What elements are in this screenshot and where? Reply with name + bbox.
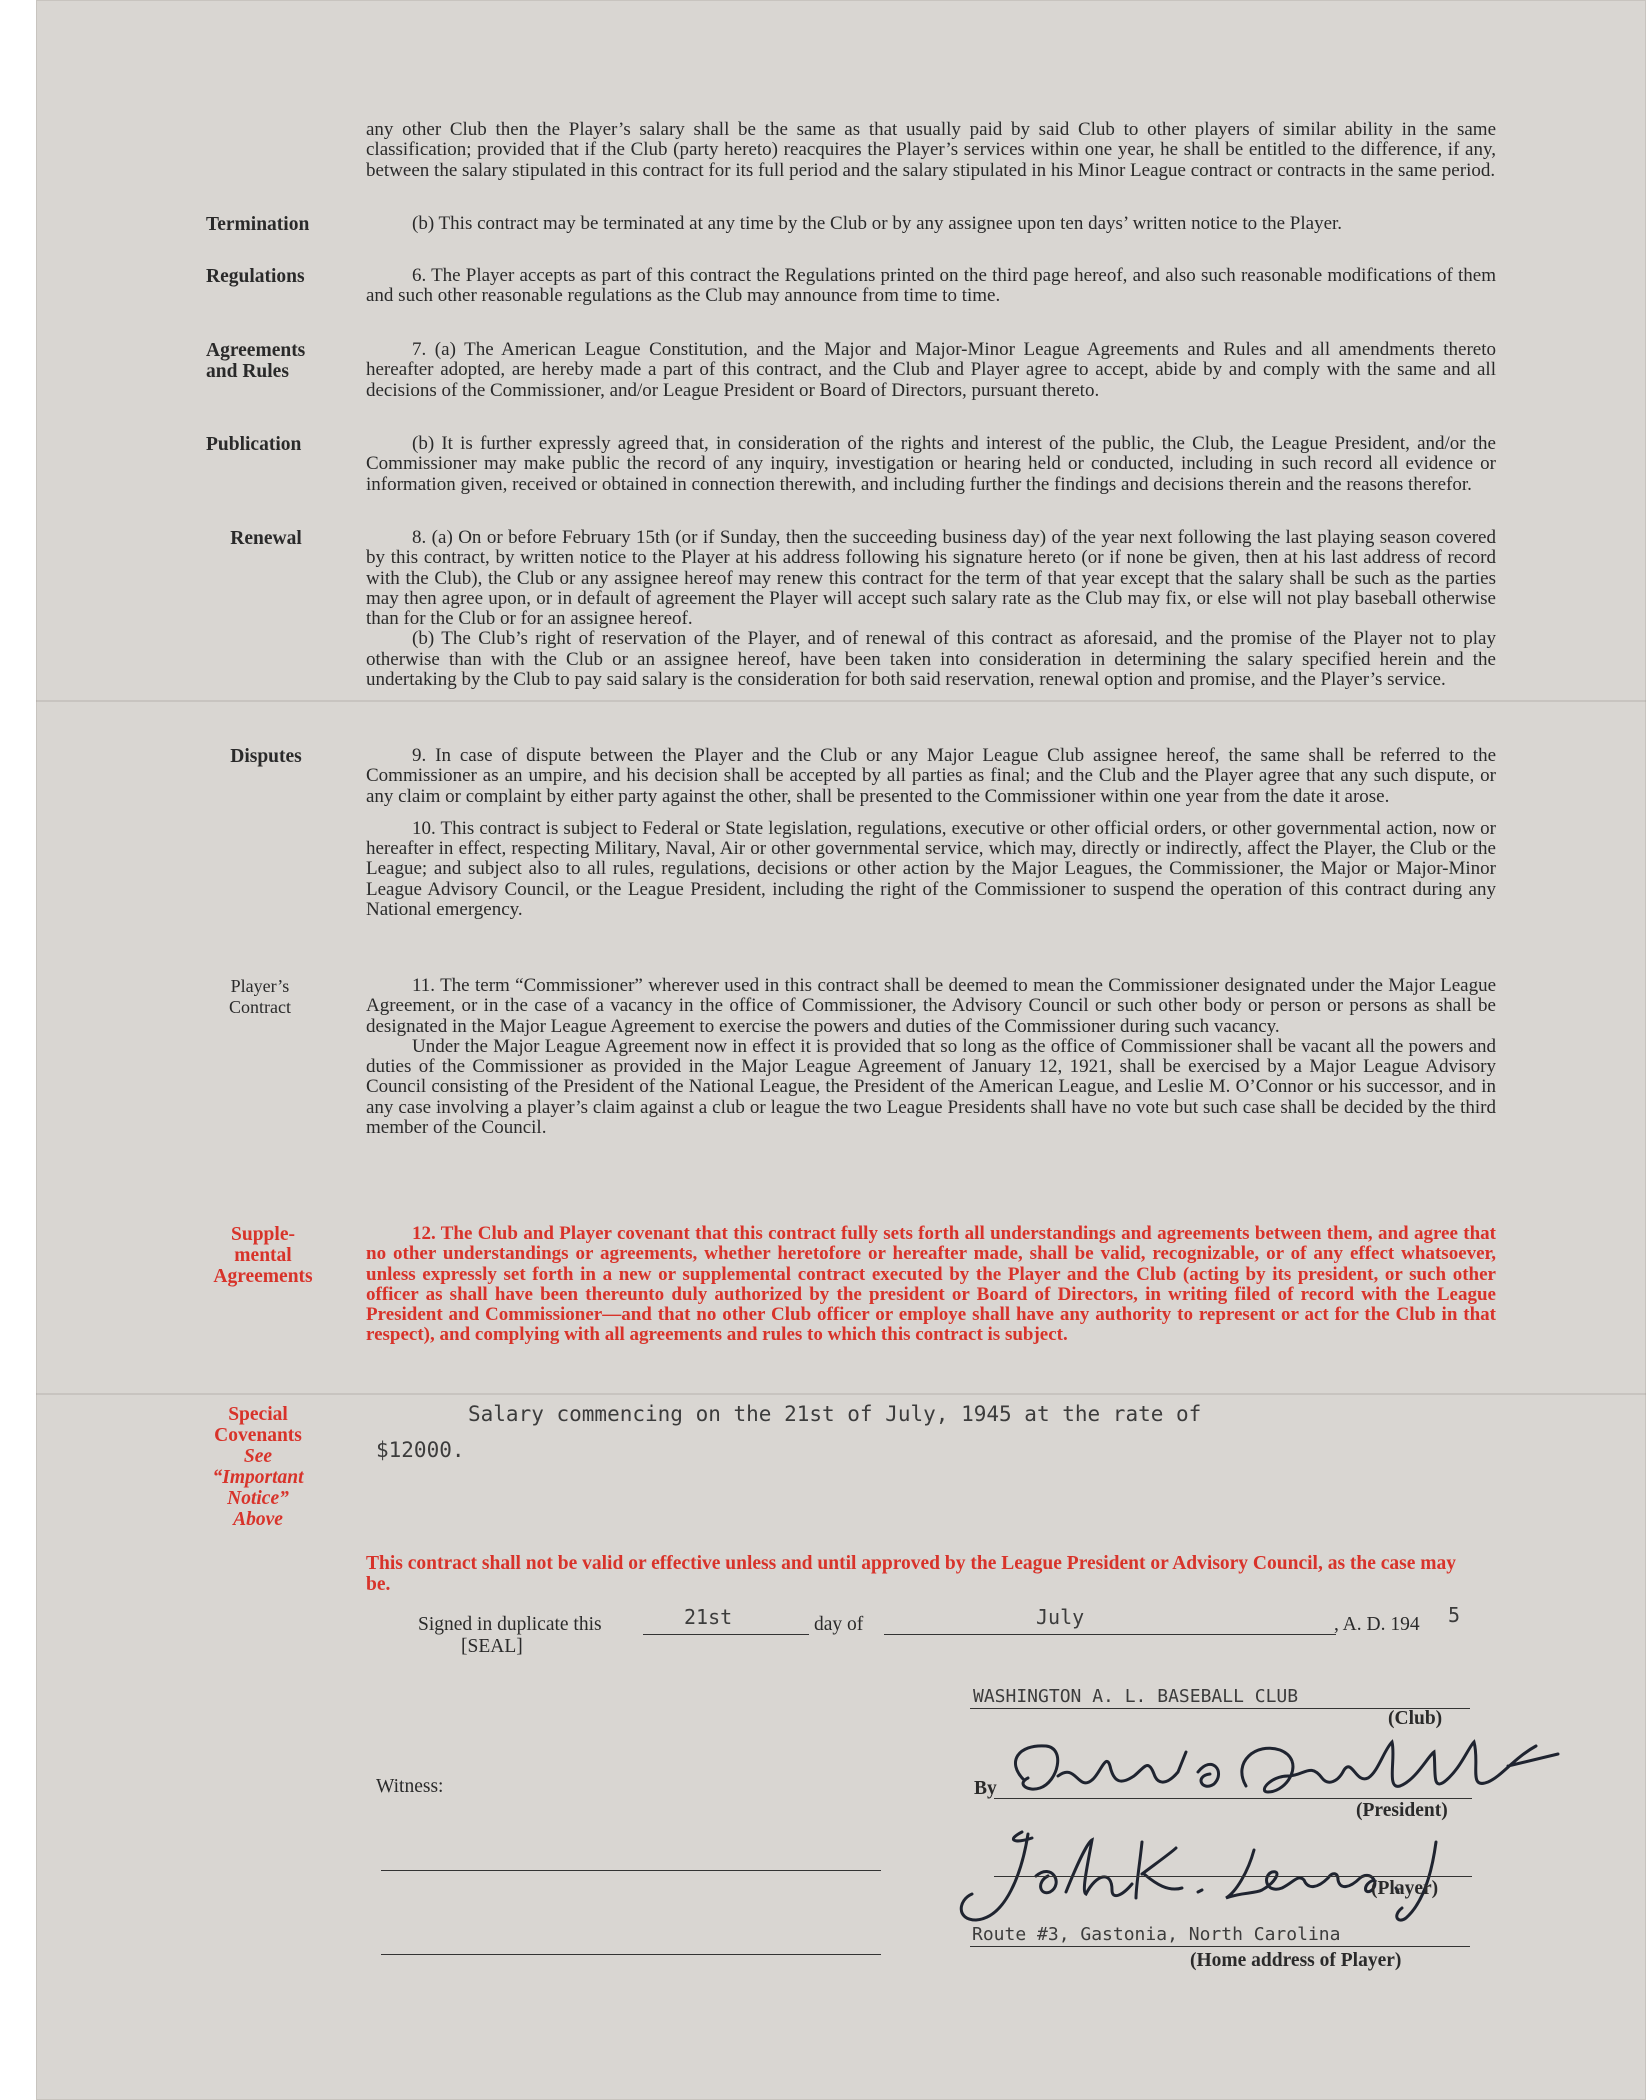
club-name: WASHINGTON A. L. BASEBALL CLUB (973, 1686, 1299, 1707)
home-address-caption: (Home address of Player) (1190, 1950, 1402, 1971)
label-players-contract-line2: Contract (229, 997, 291, 1017)
players-contract-text-major: Under the Major League Agreement now in effect it is provided that so long as the office of Commissioner shall be vacant all the powers and duties of the Commissioner as provided in the Major League Agreement of January 12, 1921, shall be exercised by a Major League Advisory Council consisting of the President of the National League, the President of the American League, and Leslie M. O’Connor or his successor, and in any case involving a player’s claim against a club or league the two League Presidents shall have no vote but such case shall be decided by the third member of the Council. (366, 1035, 1496, 1139)
president-caption: (President) (1356, 1800, 1448, 1821)
player-signature (936, 1822, 1496, 1932)
contract-page (36, 0, 1646, 2100)
renewal-text-b: (b) The Club’s right of reservation of the Player, and of renewal of this contract as aforesaid, and the promise of the Player not to play otherwise than with the Club or an assignee hereof, have been taken into consideration in determining the salary specified herein and the undertaking by the Club to pay said salary is the consideration for both said reservation, renewal option and promise, and the Player’s service. (366, 628, 1496, 691)
label-regulations: Regulations (206, 266, 305, 287)
label-supplemental-line3: Agreements (213, 1266, 313, 1287)
contract-text (36, 0, 1646, 2100)
label-agreements (206, 340, 356, 382)
label-publication: Publication (206, 434, 302, 455)
signing-year-digit[interactable]: 5 (1448, 1603, 1461, 1627)
seal-label: [SEAL] (461, 1636, 523, 1657)
label-supplemental (198, 1224, 328, 1287)
label-agreements-line1: Agreements (206, 340, 306, 361)
witness-label: Witness: (376, 1776, 444, 1797)
signing-prefix: Signed in duplicate this (418, 1614, 602, 1635)
label-special-covenants (200, 1404, 316, 1530)
label-players-contract (210, 976, 310, 1018)
club-caption: (Club) (1388, 1708, 1443, 1729)
signing-day-of: day of (814, 1614, 864, 1635)
special-typed-line2: $12000. (376, 1438, 465, 1462)
label-special-line4: “Important (212, 1467, 304, 1488)
special-typed-line1: Salary commencing on the 21st of July, 1945 at the rate of (468, 1402, 1202, 1426)
player-caption: (Player) (1371, 1878, 1439, 1899)
label-disputes: Disputes (230, 746, 302, 767)
signing-month-value[interactable]: July (1036, 1605, 1085, 1629)
label-agreements-line2: and Rules (206, 361, 289, 382)
day-underline (643, 1634, 809, 1635)
label-special-line1: Special (228, 1404, 288, 1425)
termination-text: (b) This contract may be terminated at any time by the Club or by any assignee upon ten days’ written notice to the Player. (412, 213, 1343, 234)
month-underline (884, 1634, 1336, 1635)
regulations-text: 6. The Player accepts as part of this contract the Regulations printed on the third page hereof, and also such reasonable modifications of them and such other reasonable regulations as the Club may announce from time to time. (366, 265, 1496, 307)
label-renewal: Renewal (230, 528, 302, 549)
label-players-contract-line1: Player’s (230, 976, 290, 996)
label-supplemental-line2: mental (234, 1245, 292, 1266)
disputes-text-9: 9. In case of dispute between the Player and the Club or any Major League Club assignee hereof, the same shall be referred to the Commissioner as an umpire, and his decision shall be accepted by all parties as final; and the Club and the Player agree that any such dispute, or any claim or complaint by either party against the other, shall be presented to the Commissioner within one year from the date it arose. (366, 745, 1496, 807)
witness-line-1 (381, 1870, 881, 1871)
players-contract-text-11: 11. The term “Commissioner” wherever used in this contract shall be deemed to mean the Commissioner designated under the Major League Agreement, or in the case of a vacancy in the office of Commissioner, the Advisory Council or such other body or person or persons as shall be designated in the Major League Agreement to exercise the powers and duties of the Commissioner during such vacancy. (366, 975, 1496, 1037)
supplemental-text-12: 12. The Club and Player covenant that this contract fully sets forth all understandings and agreements between them, and agree that no other understandings or agreements, whether heretofore or hereafter made, shall be valid, recognizable, or of any effect whatsoever, unless expressly set forth in a new or supplemental contract executed by the Player and the Club (acting by its president, or such other officer as shall have been thereunto duly authorized by the president or Board of Directors, in writing filed of record with the League President and Commissioner—and that no other Club officer or employe shall have any authority to represent or act for the Club in that respect), and complying with all agreements and rules to which this contract is subject. (366, 1223, 1496, 1346)
renewal-text-a: 8. (a) On or before February 15th (or if Sunday, then the succeeding business day) of the year next following the last playing season covered by this contract, by written notice to the Player at his address following his signature hereto (or if none be given, then at his last address of record with the Club), the Club or any assignee hereof may renew this contract for the term of that year except that the salary shall be such as the parties may then agree upon, or in default of agreement the Player will accept such salary rate as the Club may fix, or else will not play baseball otherwise than for the Club or for an assignee hereof. (366, 527, 1496, 630)
witness-line-2 (381, 1954, 881, 1955)
intro-text: any other Club then the Player’s salary shall be the same as that usually paid by said Club to other players of similar ability in the same classification; provided that if the Club (party hereto) reacquires the Player’s services within one year, he shall be entitled to the difference, if any, between the salary stipulated in this contract for its full period and the salary stipulated in his Minor League contract or contracts in the same period. (366, 119, 1496, 181)
by-label: By (974, 1778, 997, 1799)
home-address: Route #3, Gastonia, North Carolina (972, 1924, 1341, 1945)
label-supplemental-line1: Supple- (231, 1224, 295, 1245)
signing-ad: , A. D. 194 (1334, 1614, 1420, 1635)
label-special-line5: Notice” (227, 1488, 289, 1509)
signing-day-value[interactable]: 21st (684, 1605, 733, 1629)
label-special-line6: Above (233, 1509, 283, 1530)
president-underline (994, 1798, 1472, 1799)
validity-notice: This contract shall not be valid or effective unless and until approved by the League President or Advisory Council, as the case may be. (366, 1553, 1457, 1595)
disputes-text-10: 10. This contract is subject to Federal or State legislation, regulations, executive or other official orders, or other governmental action, now or hereafter in effect, respecting Military, Naval, Air or other governmental service, which may, directly or indirectly, affect the Player, the Club or the League; and subject also to all rules, regulations, decisions or other action by the Major Leagues, the Commissioner, the Major or Major-Minor League Advisory Council, or the League President, including the right of the Commissioner to suspend the operation of this contract during any National emergency. (366, 817, 1496, 921)
label-special-line3: See (243, 1446, 273, 1467)
player-underline (994, 1876, 1472, 1877)
publication-text: (b) It is further expressly agreed that, in consideration of the rights and interest of the public, the Club, the League President, and/or the Commissioner may make public the record of any inquiry, investigation or hearing held or conducted, including in such record all evidence or information given, received or obtained in connection therewith, and including further the findings and decisions therein and the reasons therefor. (366, 433, 1496, 495)
label-special-line2: Covenants (214, 1425, 302, 1446)
home-address-underline (970, 1946, 1470, 1947)
agreements-text: 7. (a) The American League Constitution, and the Major and Major-Minor League Agreements and Rules and all amendments thereto hereafter adopted, are hereby made a part of this contract, and the Club and Player agree to accept, abide by and comply with the same and all decisions of the Commissioner, and/or League President or Board of Directors, pursuant thereto. (366, 339, 1496, 401)
president-signature (988, 1732, 1598, 1812)
label-termination: Termination (206, 214, 310, 235)
